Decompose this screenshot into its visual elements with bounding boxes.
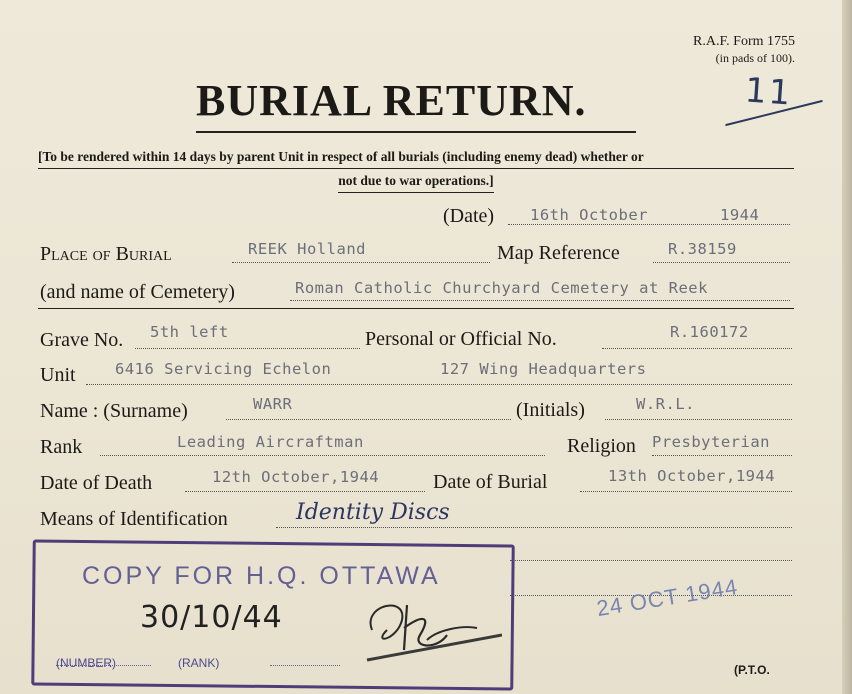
date-of-burial-value: 13th October,1944 — [608, 467, 776, 485]
means-dots — [276, 527, 792, 528]
unit-dots — [86, 384, 792, 385]
copy-stamp-text: COPY FOR H.Q. OTTAWA — [82, 562, 441, 590]
date-dots — [508, 224, 790, 225]
page-title: BURIAL RETURN. — [196, 76, 587, 125]
stamp-number-label: (NUMBER) — [56, 656, 116, 670]
religion-dots — [652, 455, 792, 456]
map-reference-value: R.38159 — [668, 240, 737, 258]
form-number: R.A.F. Form 1755 — [693, 34, 795, 49]
paper-edge — [842, 0, 852, 694]
pad-note: (in pads of 100). — [715, 51, 795, 65]
initials-dots — [605, 419, 792, 420]
cemetery-dots — [290, 300, 790, 301]
means-of-id-label: Means of Identification — [40, 508, 228, 530]
date-of-death-label: Date of Death — [40, 472, 153, 494]
form-reference — [620, 33, 795, 67]
section-divider — [38, 308, 794, 309]
place-dots — [232, 262, 490, 263]
burial-dots — [580, 491, 792, 492]
unit-value-2: 127 Wing Headquarters — [440, 360, 647, 378]
rank-dots — [100, 455, 545, 456]
surname-label: Name : (Surname) — [40, 400, 188, 422]
place-of-burial-value: REEK Holland — [248, 240, 366, 258]
grave-dots — [135, 348, 360, 349]
date-of-burial-label: Date of Burial — [433, 471, 548, 493]
cemetery-label: (and name of Cemetery) — [40, 281, 235, 303]
instruction-line-2: not due to war operations.] — [338, 169, 493, 193]
death-dots — [185, 491, 425, 492]
rank-label: Rank — [40, 436, 83, 458]
stamp-handwritten-date: 30/10/44 — [140, 600, 283, 635]
date-label: (Date) — [443, 205, 495, 227]
map-dots — [653, 262, 790, 263]
extra-line-1 — [510, 560, 792, 561]
unit-label: Unit — [40, 364, 76, 386]
date-of-death-value: 12th October,1944 — [212, 468, 380, 486]
instruction-line-1: [To be rendered within 14 days by parent Unit in respect of all burials (including enemy dead) whether or — [38, 145, 794, 169]
unit-value-1: 6416 Servicing Echelon — [115, 360, 332, 378]
stamp-rank-dots — [270, 665, 340, 666]
personal-no-value: R.160172 — [670, 323, 749, 341]
pto-label: (P.T.O. — [734, 663, 770, 677]
map-reference-label: Map Reference — [497, 242, 620, 264]
received-date-stamp: 24 OCT 1944 — [594, 573, 740, 622]
surname-value: WARR — [253, 395, 293, 413]
religion-value: Presbyterian — [652, 433, 770, 451]
place-of-burial-label: Place of Burial — [40, 243, 172, 265]
stamp-rank-label: (RANK) — [178, 656, 220, 670]
grave-no-label: Grave No. — [40, 329, 124, 351]
title-underline — [196, 131, 636, 133]
date-day-value: 16th October — [530, 206, 648, 224]
initials-value: W.R.L. — [636, 395, 695, 413]
tally-mark: 11 — [743, 70, 794, 114]
cemetery-value: Roman Catholic Churchyard Cemetery at Reek — [295, 279, 708, 297]
signature-mark — [352, 590, 502, 670]
surname-dots — [226, 419, 511, 420]
grave-no-value: 5th left — [150, 323, 229, 341]
initials-label: (Initials) — [516, 399, 585, 421]
personal-no-dots — [602, 348, 792, 349]
personal-no-label: Personal or Official No. — [365, 328, 557, 350]
date-year-value: 1944 — [720, 206, 760, 224]
instruction-text — [38, 145, 794, 193]
means-of-id-value: Identity Discs — [296, 500, 450, 525]
religion-label: Religion — [567, 435, 636, 457]
rank-value: Leading Aircraftman — [177, 433, 364, 451]
